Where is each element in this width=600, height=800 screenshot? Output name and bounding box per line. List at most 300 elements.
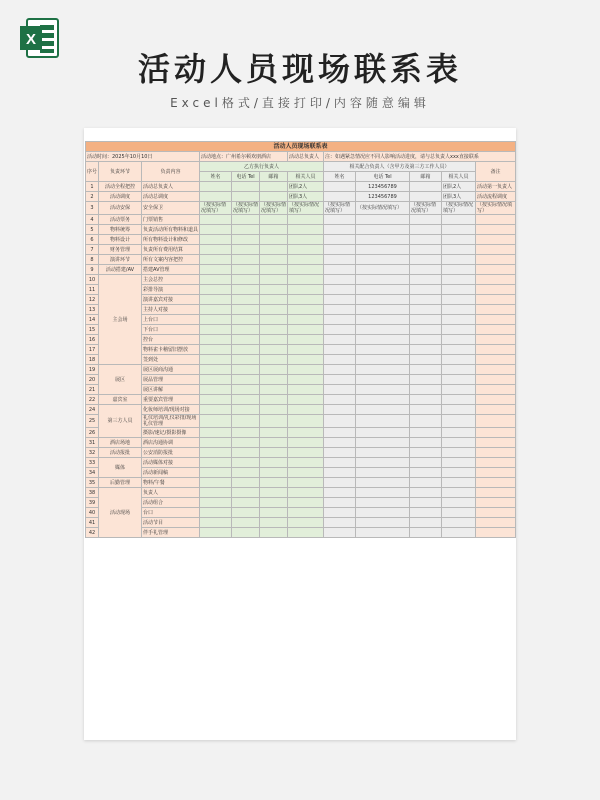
name-b-cell <box>324 275 356 285</box>
row-content: 签到处 <box>142 355 200 365</box>
row-no: 26 <box>86 428 99 438</box>
name-a-cell <box>200 438 232 448</box>
row-content: 台口 <box>142 508 200 518</box>
name-a-cell <box>200 182 232 192</box>
event-leader-label: 活动总负责人 <box>288 152 324 162</box>
related-a-cell <box>288 255 324 265</box>
row-no: 3 <box>86 202 99 215</box>
mail-a-cell <box>260 305 288 315</box>
fill-hint-cell: （按实际情况填写） <box>288 202 324 215</box>
table-row <box>86 305 516 315</box>
tel-b-cell <box>356 385 410 395</box>
related-a-cell <box>288 428 324 438</box>
sheet-title: 活动人员现场联系表 <box>86 142 516 152</box>
row-no: 32 <box>86 448 99 458</box>
tel-b-cell: 123456789 <box>356 182 410 192</box>
related-b-cell <box>442 528 476 538</box>
remark-cell <box>476 345 516 355</box>
name-a-cell <box>200 192 232 202</box>
name-a-cell <box>200 488 232 498</box>
row-stage: 物料统筹 <box>99 225 142 235</box>
fill-hint-cell: （按实际情况填写） <box>476 202 516 215</box>
related-b-cell <box>442 345 476 355</box>
row-stage: 物料设计 <box>99 235 142 245</box>
row-no: 21 <box>86 385 99 395</box>
name-b-cell <box>324 395 356 405</box>
row-no: 19 <box>86 365 99 375</box>
mail-a-cell <box>260 375 288 385</box>
related-b-cell <box>442 295 476 305</box>
mail-a-cell <box>260 265 288 275</box>
related-b-cell <box>442 428 476 438</box>
mail-a-cell <box>260 245 288 255</box>
tel-a-cell <box>232 508 260 518</box>
tel-b-cell <box>356 325 410 335</box>
tel-a-cell <box>232 192 260 202</box>
mail-a-cell <box>260 405 288 415</box>
tel-a-cell <box>232 335 260 345</box>
row-stage: 活动报批 <box>99 448 142 458</box>
related-a-cell <box>288 405 324 415</box>
tel-b-cell <box>356 275 410 285</box>
tel-a-cell <box>232 305 260 315</box>
tel-a-cell <box>232 375 260 385</box>
table-row <box>86 508 516 518</box>
mail-b-cell <box>410 235 442 245</box>
related-b-cell <box>442 365 476 375</box>
remark-cell <box>476 395 516 405</box>
related-b-cell <box>442 508 476 518</box>
table-row <box>86 405 516 415</box>
fill-hint-cell: （按实际情况填写） <box>233 202 259 214</box>
header-related-a: 相关人员 <box>288 172 324 182</box>
mail-b-cell <box>410 365 442 375</box>
mail-b-cell <box>410 215 442 225</box>
remark-cell <box>476 458 516 468</box>
table-row <box>86 335 516 345</box>
table-row <box>86 355 516 365</box>
row-content: 活动总调度 <box>142 192 200 202</box>
remark-cell <box>476 468 516 478</box>
tel-a-cell <box>232 528 260 538</box>
mail-b-cell <box>410 448 442 458</box>
row-stage: 第三方人员 <box>99 405 142 438</box>
tel-a-cell <box>232 315 260 325</box>
tel-b-cell <box>356 235 410 245</box>
related-b-cell <box>442 315 476 325</box>
row-stage: 活动现场 <box>99 488 142 538</box>
tel-b-cell <box>356 375 410 385</box>
table-row <box>86 345 516 355</box>
name-b-cell <box>324 265 356 275</box>
row-content: 主持人对接 <box>142 305 200 315</box>
row-no: 5 <box>86 225 99 235</box>
row-content: 重要嘉宾管理 <box>142 395 200 405</box>
mail-a-cell <box>260 275 288 285</box>
tel-a-cell <box>232 265 260 275</box>
contact-table <box>85 141 516 538</box>
tel-b-cell <box>356 415 410 428</box>
table-row <box>86 415 516 428</box>
row-no: 40 <box>86 508 99 518</box>
table-row <box>86 202 516 215</box>
remark-cell: 活动流程调度 <box>476 192 516 202</box>
table-row <box>86 395 516 405</box>
tel-a-cell <box>232 325 260 335</box>
related-a-cell <box>288 385 324 395</box>
tel-a-cell <box>232 518 260 528</box>
tel-a-cell <box>232 245 260 255</box>
related-a-cell <box>288 285 324 295</box>
name-b-cell <box>324 225 356 235</box>
name-a-cell <box>200 355 232 365</box>
mail-b-cell <box>410 225 442 235</box>
related-b-cell: 团队2人 <box>442 182 476 192</box>
remark-cell <box>476 325 516 335</box>
row-content: 活动媒体对接 <box>142 458 200 468</box>
mail-b-cell <box>410 438 442 448</box>
remark-cell <box>476 438 516 448</box>
related-b-cell <box>442 355 476 365</box>
header-related-b: 相关人员 <box>442 172 476 182</box>
row-stage: 嘉宾室 <box>99 395 142 405</box>
row-content: 控台 <box>142 335 200 345</box>
table-body <box>86 182 516 538</box>
mail-b-cell <box>410 498 442 508</box>
row-stage: 酒店场地 <box>99 438 142 448</box>
name-b-cell <box>324 498 356 508</box>
mail-b-cell <box>410 415 442 428</box>
tel-b-cell <box>356 518 410 528</box>
name-a-cell <box>200 498 232 508</box>
tel-b-cell <box>356 225 410 235</box>
tel-b-cell <box>356 365 410 375</box>
remark-cell <box>476 415 516 428</box>
table-row <box>86 448 516 458</box>
header-party-b: 相关配合负责人（含甲方及第三方工作人员） <box>324 162 476 172</box>
related-b-cell <box>442 498 476 508</box>
row-content: 活动新闻稿 <box>142 468 200 478</box>
name-b-cell <box>324 315 356 325</box>
mail-a-cell <box>260 385 288 395</box>
row-stage: 活动票务 <box>99 215 142 225</box>
tel-b-cell <box>356 405 410 415</box>
related-b-cell <box>442 458 476 468</box>
name-a-cell <box>200 325 232 335</box>
related-a-cell <box>288 468 324 478</box>
row-no: 7 <box>86 245 99 255</box>
mail-b-cell <box>410 285 442 295</box>
mail-b-cell <box>410 345 442 355</box>
related-b-cell <box>442 245 476 255</box>
tel-b-cell <box>356 395 410 405</box>
remark-cell <box>476 448 516 458</box>
mail-a-cell <box>260 478 288 488</box>
row-content: 活动组合 <box>142 498 200 508</box>
mail-b-cell <box>410 182 442 192</box>
name-a-cell <box>200 508 232 518</box>
name-b-cell <box>324 325 356 335</box>
related-a-cell <box>288 448 324 458</box>
table-row <box>86 265 516 275</box>
fill-hint-cell: （按实际情况填写） <box>356 202 410 215</box>
name-a-cell <box>200 235 232 245</box>
tel-a-cell <box>232 345 260 355</box>
related-b-cell <box>442 468 476 478</box>
name-a-cell <box>200 458 232 468</box>
row-no: 34 <box>86 468 99 478</box>
table-row <box>86 285 516 295</box>
fill-hint-cell: （按实际情况填写） <box>261 202 287 214</box>
tel-a-cell <box>232 415 260 428</box>
tel-b-cell <box>356 438 410 448</box>
related-b-cell <box>442 275 476 285</box>
table-row <box>86 365 516 375</box>
related-b-cell <box>442 335 476 345</box>
mail-a-cell <box>260 215 288 225</box>
related-b-cell <box>442 325 476 335</box>
mail-b-cell <box>410 528 442 538</box>
related-b-cell <box>442 375 476 385</box>
row-no: 33 <box>86 458 99 468</box>
tel-a-cell <box>232 458 260 468</box>
name-a-cell <box>200 275 232 285</box>
related-a-cell <box>288 275 324 285</box>
row-no: 39 <box>86 498 99 508</box>
name-a-cell <box>200 365 232 375</box>
tel-b-cell <box>356 305 410 315</box>
name-b-cell <box>324 345 356 355</box>
row-content: 搭建AV管理 <box>142 265 200 275</box>
mail-b-cell <box>410 335 442 345</box>
row-content: 活动总负责人 <box>142 182 200 192</box>
mail-a-cell <box>260 365 288 375</box>
row-content: 负责所有费用结算 <box>142 245 200 255</box>
tel-a-cell <box>232 438 260 448</box>
related-b-cell <box>442 285 476 295</box>
tel-b-cell <box>356 498 410 508</box>
tel-a-cell <box>232 428 260 438</box>
remark-cell <box>476 365 516 375</box>
name-a-cell <box>200 478 232 488</box>
spreadsheet-preview <box>84 128 516 740</box>
remark-cell <box>476 355 516 365</box>
remark-cell: 活动第一负责人 <box>476 182 516 192</box>
mail-a-cell <box>260 235 288 245</box>
name-b-cell <box>324 415 356 428</box>
remark-cell <box>476 508 516 518</box>
name-b-cell <box>324 428 356 438</box>
mail-a-cell <box>260 448 288 458</box>
mail-a-cell <box>260 498 288 508</box>
tel-b-cell <box>356 285 410 295</box>
remark-cell <box>476 478 516 488</box>
name-a-cell <box>200 395 232 405</box>
remark-cell <box>476 428 516 438</box>
tel-a-cell <box>232 355 260 365</box>
row-content: 负责活动所有物料和道具 <box>143 226 199 233</box>
related-a-cell <box>288 488 324 498</box>
mail-b-cell <box>410 508 442 518</box>
mail-b-cell <box>410 275 442 285</box>
tel-a-cell <box>232 225 260 235</box>
mail-b-cell <box>410 192 442 202</box>
related-b-cell <box>442 518 476 528</box>
page-title: 活动人员现场联系表 <box>137 50 462 88</box>
row-no: 22 <box>86 395 99 405</box>
table-row <box>86 428 516 438</box>
name-b-cell <box>324 518 356 528</box>
name-a-cell <box>200 345 232 355</box>
name-b-cell <box>324 215 356 225</box>
row-content: 上台口 <box>142 315 200 325</box>
row-stage: 活动安保 <box>99 202 142 215</box>
row-content: 摄影/速记/摄影摄像 <box>142 428 200 438</box>
row-content: 物料/午餐 <box>142 478 200 488</box>
name-a-cell <box>200 225 232 235</box>
tel-a-cell <box>232 405 260 415</box>
tel-a-cell <box>232 468 260 478</box>
mail-a-cell <box>260 508 288 518</box>
table-row <box>86 488 516 498</box>
remark-cell <box>476 215 516 225</box>
row-content: 门票销售 <box>142 215 200 225</box>
row-content: 物料雀卡稽留旧摆放 <box>142 345 200 355</box>
fill-hint-cell: （按实际情况填写） <box>200 202 232 215</box>
row-no: 6 <box>86 235 99 245</box>
header-tel-b: 电话 Tel <box>356 172 410 182</box>
mail-a-cell <box>260 415 288 428</box>
name-b-cell <box>324 468 356 478</box>
row-content: 礼仪培训/礼仪彩排/现场礼仪管理 <box>142 415 200 428</box>
related-a-cell <box>288 508 324 518</box>
row-no: 24 <box>86 405 99 415</box>
related-b-cell <box>442 405 476 415</box>
tel-a-cell <box>232 295 260 305</box>
table-row <box>86 295 516 305</box>
mail-b-cell <box>410 375 442 385</box>
remark-cell <box>476 235 516 245</box>
remark-cell <box>476 335 516 345</box>
row-no: 10 <box>86 275 99 285</box>
mail-b-cell <box>410 458 442 468</box>
row-no: 16 <box>86 335 99 345</box>
related-b-cell <box>442 215 476 225</box>
tel-a-cell <box>232 285 260 295</box>
header-mail-a: 邮箱 <box>260 172 288 182</box>
tel-b-cell <box>356 488 410 498</box>
related-b-cell <box>442 478 476 488</box>
table-row <box>86 385 516 395</box>
table-row <box>86 438 516 448</box>
mail-a-cell <box>260 225 288 235</box>
mail-b-cell <box>410 395 442 405</box>
row-no: 35 <box>86 478 99 488</box>
fill-hint-cell: （按实际情况填写） <box>442 202 476 215</box>
row-stage: 活动全程把控 <box>99 182 142 192</box>
related-b-cell <box>442 385 476 395</box>
name-b-cell <box>324 385 356 395</box>
remark-cell <box>476 305 516 315</box>
row-no: 13 <box>86 305 99 315</box>
tel-b-cell <box>356 355 410 365</box>
svg-text:X: X <box>25 31 37 48</box>
mail-a-cell <box>260 528 288 538</box>
name-a-cell <box>200 255 232 265</box>
event-time: 活动时间：2025年10月10日 <box>86 152 200 162</box>
related-b-cell <box>442 305 476 315</box>
remark-cell <box>476 375 516 385</box>
related-a-cell <box>288 315 324 325</box>
mail-b-cell <box>410 385 442 395</box>
name-b-cell <box>324 488 356 498</box>
header-tel-a: 电话 Tel <box>232 172 260 182</box>
mail-b-cell <box>410 325 442 335</box>
name-b-cell <box>324 295 356 305</box>
related-a-cell <box>288 215 324 225</box>
name-b-cell <box>324 235 356 245</box>
related-b-cell <box>442 225 476 235</box>
row-content: 展区讲解 <box>142 385 200 395</box>
row-content: 负责人 <box>142 488 200 498</box>
mail-b-cell <box>410 255 442 265</box>
remark-cell <box>476 498 516 508</box>
mail-a-cell <box>260 458 288 468</box>
row-content: 活动节目 <box>142 518 200 528</box>
row-no: 15 <box>86 325 99 335</box>
table-row <box>86 275 516 285</box>
name-b-cell <box>324 182 356 192</box>
related-a-cell <box>288 395 324 405</box>
table-row <box>86 245 516 255</box>
table-row <box>86 528 516 538</box>
remark-cell <box>476 518 516 528</box>
mail-a-cell <box>260 315 288 325</box>
row-no: 12 <box>86 295 99 305</box>
mail-a-cell <box>260 285 288 295</box>
row-stage: 活动搭建/AV <box>99 265 142 275</box>
table-row <box>86 235 516 245</box>
related-a-cell <box>288 225 324 235</box>
table-row <box>86 192 516 202</box>
tel-b-cell <box>356 528 410 538</box>
row-content: 酒店沟通协调 <box>142 438 200 448</box>
table-row <box>86 468 516 478</box>
table-row <box>86 215 516 225</box>
mail-b-cell <box>410 305 442 315</box>
header-name-b: 姓名 <box>324 172 356 182</box>
row-no: 2 <box>86 192 99 202</box>
tel-b-cell <box>356 245 410 255</box>
row-no: 38 <box>86 488 99 498</box>
row-no: 4 <box>86 215 99 225</box>
mail-b-cell <box>410 518 442 528</box>
mail-b-cell <box>410 405 442 415</box>
name-b-cell <box>324 448 356 458</box>
tel-a-cell <box>232 235 260 245</box>
row-content: 主会总控 <box>142 275 200 285</box>
name-a-cell <box>200 448 232 458</box>
tel-b-cell <box>356 448 410 458</box>
tel-a-cell <box>232 395 260 405</box>
tel-b-cell <box>356 255 410 265</box>
mail-b-cell <box>410 315 442 325</box>
mail-a-cell <box>260 255 288 265</box>
related-b-cell <box>442 488 476 498</box>
related-a-cell <box>288 235 324 245</box>
tel-a-cell <box>232 448 260 458</box>
row-content: 公安消防报批 <box>142 448 200 458</box>
